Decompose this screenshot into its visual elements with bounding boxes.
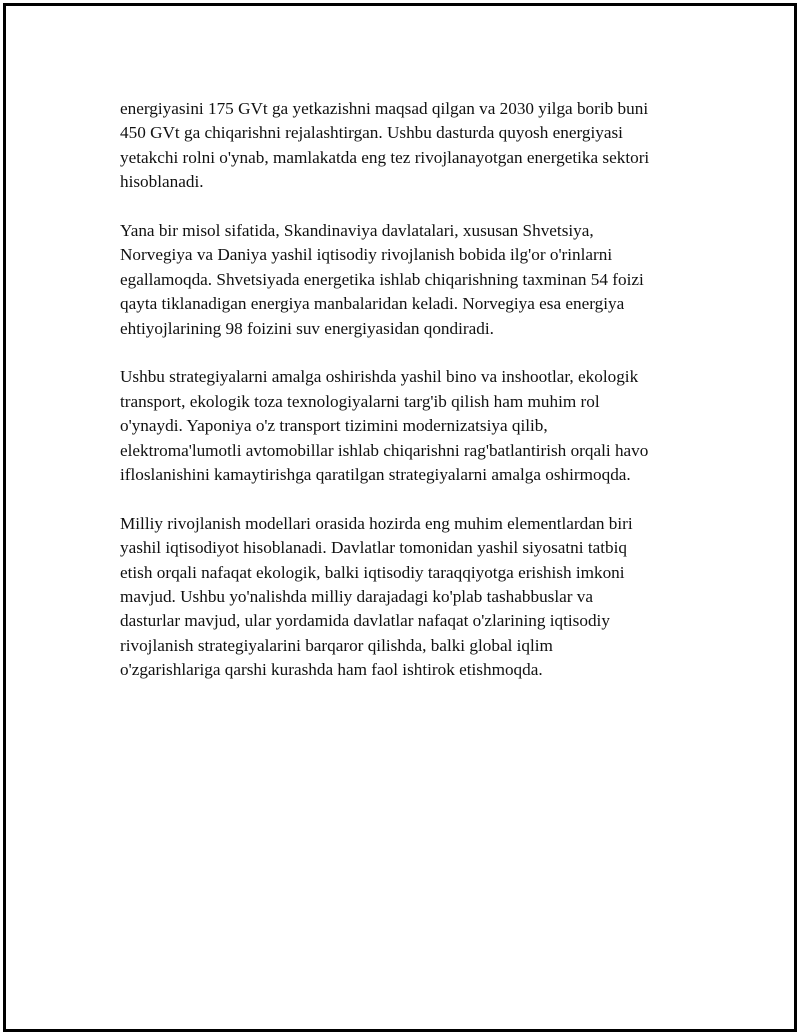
text-line: o'ynaydi. Yaponiya o'z transport tizimini modernizatsiya qilib, bbox=[120, 416, 548, 436]
text-line: transport, ekologik toza texnologiyalarni targ'ib qilish ham muhim rol bbox=[120, 391, 600, 411]
text-line: dasturlar mavjud, ular yordamida davlatlar nafaqat o'zlarining iqtisodiy bbox=[120, 611, 610, 631]
text-line: Yana bir misol sifatida, Skandinaviya davlatalari, xususan Shvetsiya, bbox=[120, 221, 594, 241]
text-line: hisoblanadi. bbox=[120, 172, 204, 192]
text-line: o'zgarishlariga qarshi kurashda ham faol ishtirok etishmoqda. bbox=[120, 660, 543, 680]
text-line: Milliy rivojlanish modellari orasida hozirda eng muhim elementlardan biri bbox=[120, 513, 633, 533]
text-line: yashil iqtisodiyot hisoblanadi. Davlatlar tomonidan yashil siyosatni tatbiq bbox=[120, 538, 627, 558]
document-page bbox=[3, 3, 797, 1032]
text-line: Norvegiya va Daniya yashil iqtisodiy rivojlanish bobida ilg'or o'rinlarni bbox=[120, 245, 613, 265]
paragraph-3 bbox=[120, 365, 710, 487]
paragraph-1 bbox=[120, 97, 710, 195]
paragraph-4 bbox=[120, 512, 710, 683]
text-line: qayta tiklanadigan energiya manbalaridan keladi. Norvegiya esa energiya bbox=[120, 294, 625, 314]
text-line: rivojlanish strategiyalarini barqaror qilishda, balki global iqlim bbox=[120, 635, 553, 655]
text-line: energiyasini 175 GVt ga yetkazishni maqsad qilgan va 2030 yilga borib buni bbox=[120, 99, 649, 118]
text-line: elektroma'lumotli avtomobillar ishlab chiqarishni rag'batlantirish orqali havo bbox=[120, 440, 649, 460]
paragraph-2 bbox=[120, 219, 710, 341]
text-line: 450 GVt ga chiqarishni rejalashtirgan. Ushbu dasturda quyosh energiyasi bbox=[120, 123, 623, 143]
text-line: ifloslanishini kamaytirishga qaratilgan strategiyalarni amalga oshirmoqda. bbox=[120, 465, 631, 485]
text-line: yetakchi rolni o'ynab, mamlakatda eng tez rivojlanayotgan energetika sektori bbox=[120, 147, 650, 167]
document-body bbox=[120, 97, 710, 707]
text-line: Ushbu strategiyalarni amalga oshirishda yashil bino va inshootlar, ekologik bbox=[120, 367, 639, 387]
text-line: mavjud. Ushbu yo'nalishda milliy darajadagi ko'plab tashabbuslar va bbox=[120, 587, 594, 607]
text-line: etish orqali nafaqat ekologik, balki iqtisodiy taraqqiyotga erishish imkoni bbox=[120, 562, 625, 582]
text-line: egallamoqda. Shvetsiyada energetika ishlab chiqarishning taxminan 54 foizi bbox=[120, 269, 644, 289]
text-line: ehtiyojlarining 98 foizini suv energiyasidan qondiradi. bbox=[120, 318, 494, 338]
